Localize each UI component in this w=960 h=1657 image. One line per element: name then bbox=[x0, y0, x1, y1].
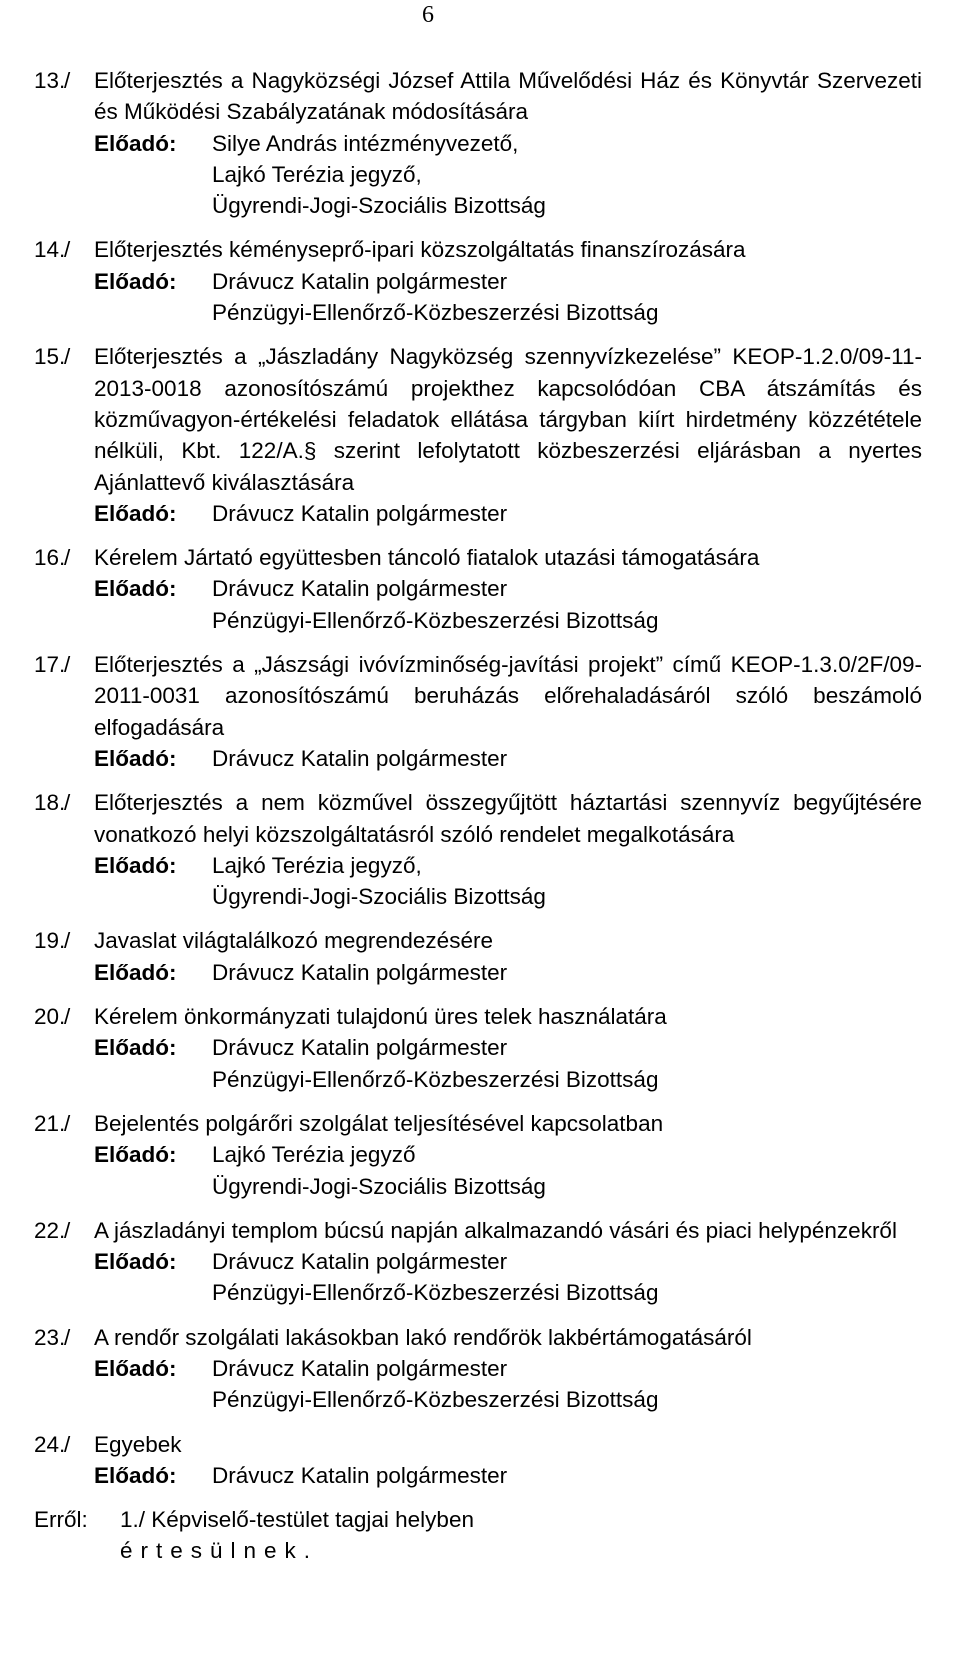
agenda-item-body bbox=[94, 65, 922, 221]
presenter-name: Drávucz Katalin polgármester bbox=[212, 745, 508, 771]
agenda-item-row bbox=[34, 1322, 922, 1416]
agenda-item-title: Előterjesztés a nem közművel összegyűjtött háztartási szennyvíz begyűjtésére vonatkozó helyi közszolgáltatásról szóló rendelet megalkotására bbox=[94, 790, 922, 847]
presenter-names bbox=[212, 128, 922, 222]
presenter-block bbox=[94, 1246, 922, 1309]
presenter-names bbox=[212, 1032, 922, 1095]
agenda-item-separator: / bbox=[64, 344, 71, 370]
agenda-item-body bbox=[94, 341, 922, 529]
footer-label: Erről: bbox=[34, 1507, 88, 1533]
agenda-item-row bbox=[34, 1429, 922, 1492]
agenda-item-number: 20. bbox=[34, 1004, 66, 1030]
presenter-name: Ügyrendi-Jogi-Szociális Bizottság bbox=[212, 193, 546, 219]
agenda-item-separator: / bbox=[64, 790, 71, 816]
presenter-name: Drávucz Katalin polgármester bbox=[212, 959, 508, 985]
presenter-block bbox=[94, 850, 922, 913]
presenter-names bbox=[212, 1246, 922, 1309]
presenter-label: Előadó: bbox=[94, 1142, 177, 1168]
presenter-names bbox=[212, 743, 922, 774]
agenda-item-separator: / bbox=[64, 1324, 71, 1350]
agenda-item-number: 17. bbox=[34, 652, 66, 678]
presenter-name: Drávucz Katalin polgármester bbox=[212, 500, 508, 526]
agenda-item-separator: / bbox=[64, 928, 71, 954]
agenda-item-separator: / bbox=[64, 652, 71, 678]
agenda-item bbox=[34, 649, 922, 774]
agenda-item-separator: / bbox=[64, 237, 71, 263]
presenter-name: Drávucz Katalin polgármester bbox=[212, 1462, 508, 1488]
presenter-name: Pénzügyi-Ellenőrző-Közbeszerzési Bizottság bbox=[212, 1066, 659, 1092]
agenda-item-title: Kérelem Jártató együttesben táncoló fiatalok utazási támogatására bbox=[94, 545, 760, 571]
agenda-item-row bbox=[34, 542, 922, 636]
agenda-item-number: 21. bbox=[34, 1110, 66, 1136]
agenda-item-row bbox=[34, 65, 922, 221]
agenda-item-number: 15. bbox=[34, 344, 66, 370]
agenda-item-row bbox=[34, 1001, 922, 1095]
agenda-item-title: Előterjesztés kéményseprő-ipari közszolgáltatás finanszírozására bbox=[94, 237, 746, 263]
agenda-item-separator: / bbox=[64, 545, 71, 571]
agenda-item-title: Egyebek bbox=[94, 1431, 182, 1457]
presenter-name: Pénzügyi-Ellenőrző-Közbeszerzési Bizottság bbox=[212, 1387, 659, 1413]
presenter-label: Előadó: bbox=[94, 576, 177, 602]
agenda-item bbox=[34, 787, 922, 912]
footer-notification: értesülnek. bbox=[120, 1538, 319, 1564]
agenda-item-body bbox=[94, 925, 922, 988]
presenter-names bbox=[212, 498, 922, 529]
presenter-names bbox=[212, 573, 922, 636]
presenter-label: Előadó: bbox=[94, 1462, 177, 1488]
presenter-names bbox=[212, 957, 922, 988]
presenter-block bbox=[94, 1460, 922, 1491]
presenter-label: Előadó: bbox=[94, 268, 177, 294]
agenda-item-body bbox=[94, 542, 922, 636]
presenter-block bbox=[94, 266, 922, 329]
presenter-label: Előadó: bbox=[94, 745, 177, 771]
presenter-name: Ügyrendi-Jogi-Szociális Bizottság bbox=[212, 884, 546, 910]
presenter-block bbox=[94, 1139, 922, 1202]
agenda-item-row bbox=[34, 925, 922, 988]
agenda-item-separator: / bbox=[64, 1217, 71, 1243]
presenter-names bbox=[212, 1460, 922, 1491]
presenter-name: Ügyrendi-Jogi-Szociális Bizottság bbox=[212, 1173, 546, 1199]
footer-line-1 bbox=[34, 1504, 922, 1535]
presenter-name: Drávucz Katalin polgármester bbox=[212, 268, 508, 294]
presenter-block bbox=[94, 743, 922, 774]
presenter-names bbox=[212, 850, 922, 913]
agenda-list bbox=[34, 65, 922, 1567]
presenter-label: Előadó: bbox=[94, 1035, 177, 1061]
presenter-label: Előadó: bbox=[94, 959, 177, 985]
agenda-item-body bbox=[94, 234, 922, 328]
presenter-name: Silye András intézményvezető, bbox=[212, 130, 519, 156]
agenda-item-body bbox=[94, 1108, 922, 1202]
presenter-name: Drávucz Katalin polgármester bbox=[212, 1249, 508, 1275]
presenter-name: Pénzügyi-Ellenőrző-Közbeszerzési Bizottság bbox=[212, 1280, 659, 1306]
agenda-item-body bbox=[94, 787, 922, 912]
agenda-item bbox=[34, 341, 922, 529]
presenter-name: Lajkó Terézia jegyző bbox=[212, 1142, 416, 1168]
agenda-item bbox=[34, 234, 922, 328]
agenda-item-row bbox=[34, 649, 922, 774]
agenda-item-body bbox=[94, 649, 922, 774]
agenda-item-separator: / bbox=[64, 1110, 71, 1136]
agenda-item-number: 13. bbox=[34, 68, 66, 93]
presenter-name: Drávucz Katalin polgármester bbox=[212, 1355, 508, 1381]
agenda-item-title: Előterjesztés a Nagyközségi József Attila Művelődési Ház és Könyvtár Szervezeti és Működési Szabályzatának módosítására bbox=[94, 68, 922, 125]
agenda-item-row bbox=[34, 1215, 922, 1309]
agenda-item-body bbox=[94, 1322, 922, 1416]
agenda-item-number: 24. bbox=[34, 1431, 66, 1457]
agenda-item-separator: / bbox=[64, 68, 71, 93]
presenter-names bbox=[212, 1353, 922, 1416]
agenda-item-title: Előterjesztés a „Jászsági ivóvízminőség-javítási projekt” című KEOP-1.3.0/2F/09-2011-0031 azonosítószámú beruházás előrehaladásáról szóló beszámoló elfogadására bbox=[94, 652, 922, 740]
presenter-block bbox=[94, 573, 922, 636]
presenter-name: Pénzügyi-Ellenőrző-Közbeszerzési Bizottság bbox=[212, 607, 659, 633]
agenda-item-title: Előterjesztés a „Jászladány Nagyközség szennyvízkezelése” KEOP-1.2.0/09-11-2013-0018 azonosítószámú projekthez kapcsolódóan CBA átszámítás és közművagyon-értékelési feladatok ellátása tárgyban kiírt hirdetmény közzététele nélküli, Kbt. 122/A.§ szerint lefolytatott közbeszerzési eljárásban a nyertes Ajánlattevő kiválasztására bbox=[94, 344, 922, 495]
presenter-name: Lajkó Terézia jegyző, bbox=[212, 161, 422, 187]
presenter-block bbox=[94, 1353, 922, 1416]
presenter-name: Drávucz Katalin polgármester bbox=[212, 576, 508, 602]
agenda-item bbox=[34, 542, 922, 636]
presenter-label: Előadó: bbox=[94, 500, 177, 526]
footer bbox=[34, 1504, 922, 1567]
agenda-item-number: 18. bbox=[34, 790, 66, 816]
presenter-name: Pénzügyi-Ellenőrző-Közbeszerzési Bizottság bbox=[212, 300, 659, 326]
presenter-block bbox=[94, 957, 922, 988]
presenter-name: Lajkó Terézia jegyző, bbox=[212, 852, 422, 878]
agenda-item bbox=[34, 1429, 922, 1492]
agenda-item-number: 14. bbox=[34, 237, 66, 263]
agenda-item-title: Kérelem önkormányzati tulajdonú üres telek használatára bbox=[94, 1004, 667, 1030]
agenda-item-body bbox=[94, 1429, 922, 1492]
agenda-item-separator: / bbox=[64, 1004, 71, 1030]
agenda-item bbox=[34, 1001, 922, 1095]
agenda-item-title: Bejelentés polgárőri szolgálat teljesítésével kapcsolatban bbox=[94, 1110, 664, 1136]
presenter-label: Előadó: bbox=[94, 852, 177, 878]
agenda-item-row bbox=[34, 1108, 922, 1202]
agenda-item-number: 22. bbox=[34, 1217, 66, 1243]
presenter-names bbox=[212, 1139, 922, 1202]
presenter-label: Előadó: bbox=[94, 1249, 177, 1275]
agenda-item-title: A rendőr szolgálati lakásokban lakó rendőrök lakbértámogatásáról bbox=[94, 1324, 752, 1350]
agenda-item-body bbox=[94, 1215, 922, 1309]
agenda-item-row bbox=[34, 787, 922, 912]
agenda-item-number: 23. bbox=[34, 1324, 66, 1350]
agenda-item-title: Javaslat világtalálkozó megrendezésére bbox=[94, 928, 493, 954]
presenter-label: Előadó: bbox=[94, 130, 177, 156]
presenter-block bbox=[94, 1032, 922, 1095]
agenda-item-row bbox=[34, 234, 922, 328]
agenda-item bbox=[34, 1108, 922, 1202]
presenter-names bbox=[212, 266, 922, 329]
page-number: 6 bbox=[422, 2, 434, 28]
footer-recipients: 1./ Képviselő-testület tagjai helyben bbox=[120, 1507, 474, 1533]
agenda-item-number: 16. bbox=[34, 545, 66, 571]
agenda-item-number: 19. bbox=[34, 928, 66, 954]
agenda-item-body bbox=[94, 1001, 922, 1095]
presenter-name: Drávucz Katalin polgármester bbox=[212, 1035, 508, 1061]
presenter-block bbox=[94, 498, 922, 529]
agenda-item bbox=[34, 1215, 922, 1309]
presenter-label: Előadó: bbox=[94, 1355, 177, 1381]
agenda-item-row bbox=[34, 341, 922, 529]
presenter-block bbox=[94, 128, 922, 222]
agenda-item-separator: / bbox=[64, 1431, 71, 1457]
agenda-item bbox=[34, 1322, 922, 1416]
agenda-item-title: A jászladányi templom búcsú napján alkalmazandó vásári és piaci helypénzekről bbox=[94, 1217, 897, 1243]
agenda-item bbox=[34, 925, 922, 988]
agenda-item bbox=[34, 65, 922, 221]
